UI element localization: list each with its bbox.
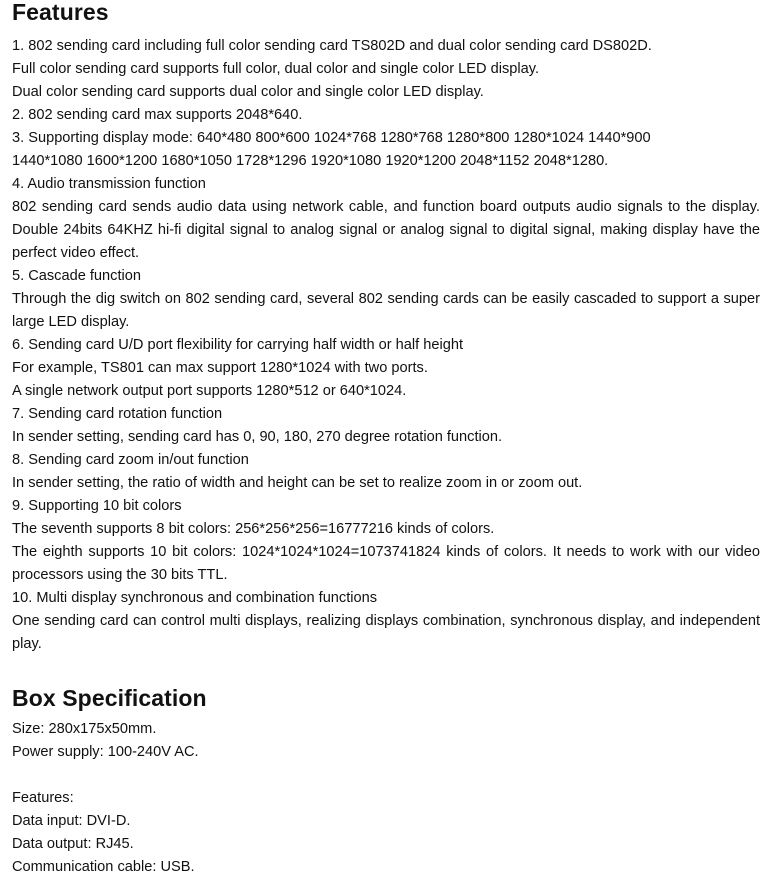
feature-line: 2. 802 sending card max supports 2048*640.: [12, 107, 303, 123]
spec-power: Power supply: 100-240V AC.: [12, 744, 199, 760]
spec-data-input: Data input: DVI-D.: [12, 813, 131, 829]
feature-line: 6. Sending card U/D port flexibility for carrying half width or half height: [12, 337, 464, 353]
spec-data-output: Data output: RJ45.: [12, 836, 134, 852]
feature-line: For example, TS801 can max support 1280*1024 with two ports.: [12, 360, 428, 376]
spec-features-label: Features:: [12, 790, 74, 806]
multi-heading: 10. Multi display synchronous and combination functions: [12, 590, 378, 606]
feature-line: 9. Supporting 10 bit colors: [12, 498, 182, 514]
feature-line: 3. Supporting display mode: 640*480 800*600 1024*768 1280*768 1280*800 1280*1024 1440*900: [12, 130, 651, 146]
box-specification-heading: Box Specification: [12, 685, 207, 711]
spec-communication-cable: Communication cable: USB.: [12, 859, 195, 875]
multi-paragraph: One sending card can control multi displays, realizing displays combination, synchronous display, and independent play.: [12, 613, 760, 652]
feature-line: 4. Audio transmission function: [12, 176, 206, 192]
cascade-paragraph: Through the dig switch on 802 sending card, several 802 sending cards can be easily cascaded to support a super large LED display.: [12, 291, 760, 330]
feature-line: A single network output port supports 1280*512 or 640*1024.: [12, 383, 407, 399]
spec-size: Size: 280x175x50mm.: [12, 721, 157, 737]
eighth-paragraph: The eighth supports 10 bit colors: 1024*1024*1024=1073741824 kinds of colors. It needs to work with our video processors using the 30 bits TTL.: [12, 544, 760, 583]
feature-line: 1440*1080 1600*1200 1680*1050 1728*1296 1920*1080 1920*1200 2048*1152 2048*1280.: [12, 153, 609, 169]
feature-line: The seventh supports 8 bit colors: 256*256*256=16777216 kinds of colors.: [12, 521, 495, 537]
feature-line: Full color sending card supports full color, dual color and single color LED display.: [12, 61, 539, 77]
cascade-heading: 5. Cascade function: [12, 268, 141, 284]
feature-line: In sender setting, the ratio of width and height can be set to realize zoom in or zoom out.: [12, 475, 583, 491]
feature-line: Dual color sending card supports dual color and single color LED display.: [12, 84, 484, 100]
feature-line: 8. Sending card zoom in/out function: [12, 452, 249, 468]
feature-line: 1. 802 sending card including full color sending card TS802D and dual color sending card DS802D.: [12, 38, 652, 54]
feature-line: In sender setting, sending card has 0, 90, 180, 270 degree rotation function.: [12, 429, 503, 445]
feature-line: 7. Sending card rotation function: [12, 406, 223, 422]
features-heading: Features: [12, 0, 109, 25]
audio-paragraph: 802 sending card sends audio data using network cable, and function board outputs audio signals to the display. Double 24bits 64KHZ hi-fi digital signal to analog signal or analog signal to digital signal, making display have the perfect video effect.: [12, 199, 760, 261]
spacer: [12, 764, 760, 787]
